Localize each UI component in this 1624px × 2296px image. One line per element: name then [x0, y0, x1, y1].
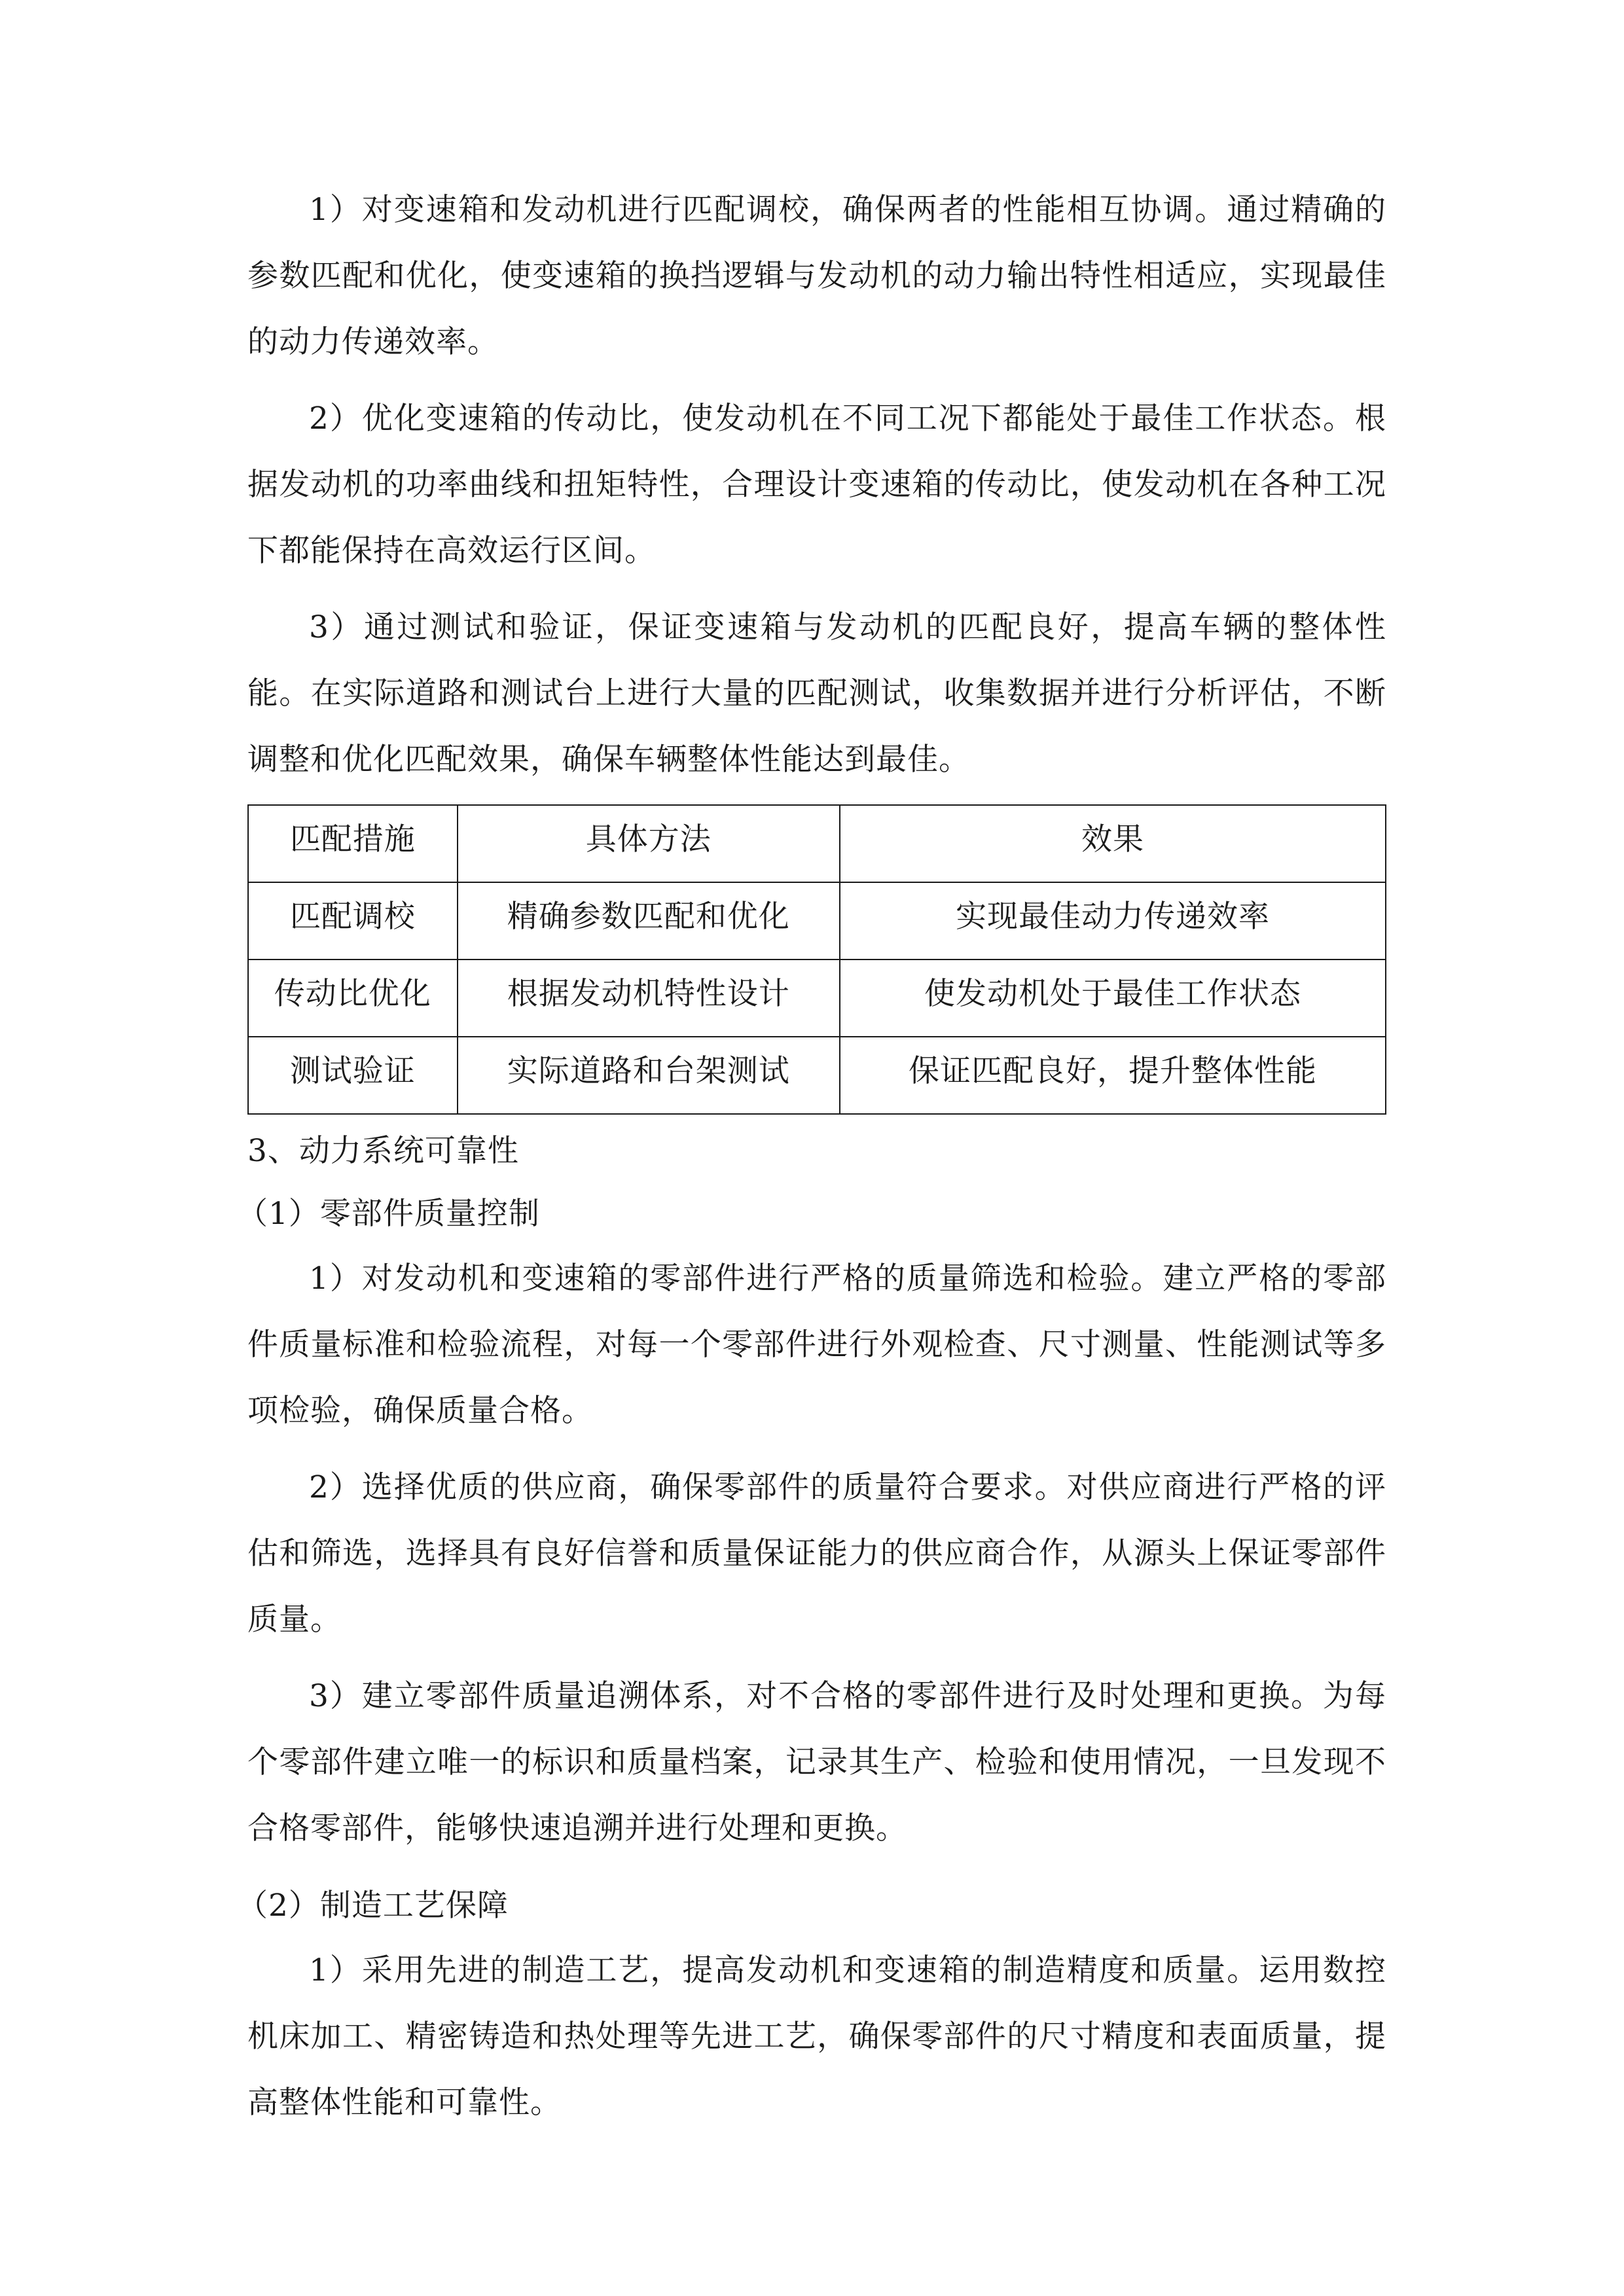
table-row	[248, 1037, 1386, 1114]
paragraph-matching-tuning: 1）对变速箱和发动机进行匹配调校，确保两者的性能相互协调。通过精确的参数匹配和优化，使变速箱的换挡逻辑与发动机的动力输出特性相适应，实现最佳的动力传递效率。	[247, 192, 1386, 360]
table-header-method: 具体方法	[458, 805, 840, 882]
table-cell: 根据发动机特性设计	[458, 960, 840, 1037]
table-row	[248, 882, 1386, 960]
subsection-title-manufacturing: （2）制造工艺保障	[237, 1888, 509, 1924]
matching-measures-table	[247, 804, 1386, 1115]
paragraph-traceability: 3）建立零部件质量追溯体系，对不合格的零部件进行及时处理和更换。为每个零部件建立唯一的标识和质量档案，记录其生产、检验和使用情况，一旦发现不合格零部件，能够快速追溯并进行处理和更换。	[247, 1678, 1386, 1846]
paragraph-supplier-selection: 2）选择优质的供应商，确保零部件的质量符合要求。对供应商进行严格的评估和筛选，选择具有良好信誉和质量保证能力的供应商合作，从源头上保证零部件质量。	[247, 1469, 1386, 1638]
table-cell: 测试验证	[248, 1037, 458, 1114]
table-cell: 匹配调校	[248, 882, 458, 960]
paragraph-gear-ratio: 2）优化变速箱的传动比，使发动机在不同工况下都能处于最佳工作状态。根据发动机的功率曲线和扭矩特性，合理设计变速箱的传动比，使发动机在各种工况下都能保持在高效运行区间。	[247, 401, 1386, 569]
paragraph-parts-inspection: 1）对发动机和变速箱的零部件进行严格的质量筛选和检验。建立严格的零部件质量标准和检验流程，对每一个零部件进行外观检查、尺寸测量、性能测试等多项检验，确保质量合格。	[247, 1261, 1386, 1429]
table-cell: 实际道路和台架测试	[458, 1037, 840, 1114]
table-cell: 精确参数匹配和优化	[458, 882, 840, 960]
table-header-measure: 匹配措施	[248, 805, 458, 882]
table-header-effect: 效果	[840, 805, 1386, 882]
paragraph-advanced-process: 1）采用先进的制造工艺，提高发动机和变速箱的制造精度和质量。运用数控机床加工、精密铸造和热处理等先进工艺，确保零部件的尺寸精度和表面质量，提高整体性能和可靠性。	[247, 1952, 1386, 2121]
section-title-powertrain-reliability: 3、动力系统可靠性	[247, 1133, 519, 1169]
document-page	[237, 177, 1386, 2146]
table-cell: 保证匹配良好，提升整体性能	[840, 1037, 1386, 1114]
table-cell: 传动比优化	[248, 960, 458, 1037]
subsection-title-parts-quality: （1）零部件质量控制	[237, 1196, 540, 1232]
table-row	[248, 960, 1386, 1037]
paragraph-testing-validation: 3）通过测试和验证，保证变速箱与发动机的匹配良好，提高车辆的整体性能。在实际道路和测试台上进行大量的匹配测试，收集数据并进行分析评估，不断调整和优化匹配效果，确保车辆整体性能达到最佳。	[247, 609, 1386, 778]
table-cell: 使发动机处于最佳工作状态	[840, 960, 1386, 1037]
table-cell: 实现最佳动力传递效率	[840, 882, 1386, 960]
table-header-row	[248, 805, 1386, 882]
